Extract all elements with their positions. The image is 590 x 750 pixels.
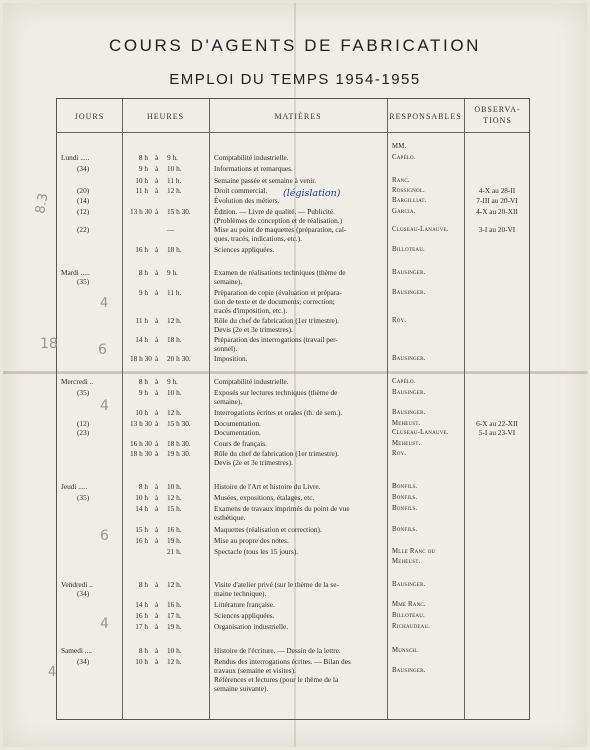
responsible-cell: Rossignol. (392, 187, 425, 194)
end-time-cell: 12 h. (167, 408, 182, 417)
pencil-mark: 6 (98, 342, 107, 358)
end-time-cell: 10 h. (167, 646, 182, 655)
responsible-cell: Cluseau-Lanauve. (392, 226, 449, 233)
end-time-cell: 12 h. (167, 316, 182, 325)
time-separator: à (155, 657, 159, 666)
start-time-cell: 8 h (138, 377, 148, 386)
start-time-cell: 18 h 30 (130, 449, 152, 458)
subject-cell: Maquettes (réalisation et correction). (214, 525, 322, 534)
end-time-cell: 9 h. (167, 268, 178, 277)
end-time-cell: 21 h. (167, 547, 182, 556)
subject-cell: Rôle du chef de fabrication (1er trimestre). (214, 316, 340, 325)
table-row (57, 428, 531, 439)
header-jours: JOURS (74, 112, 105, 121)
end-time-cell: 15 h 30. (167, 419, 191, 428)
responsible-cell: Bausinger. (392, 389, 426, 396)
end-time-cell: 11 h. (167, 176, 182, 185)
pencil-mark: 4 (100, 296, 109, 311)
time-separator: à (155, 493, 159, 502)
subject-cell: Mise au propre des notes. (214, 536, 289, 545)
end-time-cell: 9 h. (167, 153, 178, 162)
subject-cell: Spectacle (tous les 15 jours). (214, 547, 299, 556)
header-observations-1: OBSERVA- (474, 105, 521, 114)
time-separator: à (155, 482, 159, 491)
subject-cell: Littérature française. (214, 600, 275, 609)
observation-cell: 6-X au 22-XII (476, 419, 518, 428)
header-rule (57, 132, 529, 133)
start-time-cell: 16 h (135, 536, 148, 545)
day-cell: Mercredi .. (61, 377, 94, 386)
subject-cell: Documentation. (214, 419, 261, 428)
start-time-cell: 13 h 30 (130, 419, 152, 428)
subject-cell: Sciences appliquées. (214, 245, 275, 254)
start-time-cell: 14 h (135, 600, 148, 609)
subject-cell: Musées, expositions, étalages, etc. (214, 493, 315, 502)
header-heures: HEURES (146, 112, 185, 121)
subject-cell: semaine). (214, 397, 243, 406)
time-separator: à (155, 164, 159, 173)
start-time-cell: 8 h (138, 580, 148, 589)
start-time-cell: 14 h (135, 335, 148, 344)
end-time-cell: 16 h. (167, 525, 182, 534)
responsible-cell: Cluseau-Lanauve. (392, 429, 449, 436)
start-time-cell: 9 h (138, 288, 148, 297)
responsible-cell: Capélo. (392, 154, 416, 161)
observation-cell: 4-X au 20-XII (476, 207, 518, 216)
subject-cell: Visite d'atelier privé (sur le thème de la se- (214, 580, 339, 589)
time-separator: à (155, 316, 159, 325)
subject-cell: Devis (2e et 3e trimestres). (214, 458, 293, 467)
end-time-cell: 12 h. (167, 580, 182, 589)
time-separator: à (155, 419, 159, 428)
end-time-cell: 10 h. (167, 482, 182, 491)
table-row (57, 536, 531, 547)
table-row (57, 458, 531, 469)
subject-cell: travaux (semaine et visites). (214, 666, 296, 675)
time-separator: à (155, 646, 159, 655)
subject-cell: Interrogations écrites et orales (th. de sem.). (214, 408, 343, 417)
subject-cell: Histoire de l'écriture. — Dessin de la lettre. (214, 646, 341, 655)
table-row (57, 482, 531, 493)
day-cell: Mardi ..... (61, 268, 90, 277)
end-time-cell: 19 h 30. (167, 449, 191, 458)
count-cell: (14) (77, 196, 90, 205)
responsible-cell: Garcia. (392, 208, 416, 215)
count-cell: (34) (77, 164, 90, 173)
start-time-cell: 16 h (135, 245, 148, 254)
table-row (57, 684, 531, 695)
responsible-cell: Bausinger. (392, 581, 426, 588)
count-cell: (23) (77, 428, 90, 437)
end-time-cell: 12 h. (167, 657, 182, 666)
count-cell: (35) (77, 493, 90, 502)
subject-cell: Histoire de l'Art et histoire du Livre. (214, 482, 321, 491)
day-cell: Vendredi .. (61, 580, 93, 589)
time-separator: à (155, 268, 159, 277)
time-separator: à (155, 288, 159, 297)
table-row (57, 245, 531, 256)
responsible-cell: Bonfils. (392, 526, 418, 533)
start-time-cell: 15 h (135, 525, 148, 534)
start-time-cell: 16 h 30 (130, 439, 152, 448)
end-time-cell: 15 h 30. (167, 207, 191, 216)
responsible-cell: Munsch. (392, 647, 419, 654)
responsible-cell: Billoteau. (392, 612, 425, 619)
responsible-cell: Bausinger. (392, 289, 426, 296)
table-row (57, 408, 531, 419)
time-separator: à (155, 186, 159, 195)
day-cell: Samedi .... (61, 646, 93, 655)
table-row (57, 142, 531, 153)
time-separator: à (155, 408, 159, 417)
subject-cell: Évolution des métiers. (214, 196, 280, 205)
responsible-cell: Bonfils. (392, 483, 418, 490)
start-time-cell: 13 h 30 (130, 207, 152, 216)
subject-cell: semaine). (214, 277, 243, 286)
table-row (57, 611, 531, 622)
time-separator: à (155, 439, 159, 448)
document-title: COURS D'AGENTS DE FABRICATION (108, 36, 482, 55)
table-row (57, 622, 531, 633)
responsible-cell: Bausinger. (392, 269, 426, 276)
time-separator: à (155, 245, 159, 254)
responsible-cell: Mme Ranc. (392, 601, 426, 608)
pencil-mark: 18 (40, 336, 58, 352)
responsible-cell: Richaudeau. (392, 623, 431, 630)
end-time-cell: 18 h. (167, 335, 182, 344)
subject-cell: Mise au point de maquettes (préparation, cal- (214, 225, 347, 234)
start-time-cell: 11 h (135, 316, 148, 325)
subject-cell: ques, tracés, indications, etc.). (214, 234, 302, 243)
pencil-mark: 4 (100, 398, 109, 414)
end-time-cell: 10 h. (167, 388, 182, 397)
start-time-cell: 9 h (138, 164, 148, 173)
start-time-cell: 9 h (138, 388, 148, 397)
responsible-cell: Bausinger. (392, 355, 426, 362)
start-time-cell: 8 h (138, 482, 148, 491)
table-row (57, 234, 531, 245)
subject-cell: Documentation. (214, 428, 261, 437)
subject-cell: Cours de français. (214, 439, 267, 448)
start-time-cell: 10 h (135, 657, 148, 666)
table-row (57, 646, 531, 657)
pencil-mark: 4 (100, 616, 109, 632)
time-separator: à (155, 611, 159, 620)
table-row (57, 153, 531, 164)
subject-cell: Rendus des interrogations écrites. — Bilan des (214, 657, 351, 666)
header-matieres: MATIÈRES (274, 112, 322, 121)
subject-cell: Préparation des interrogations (travail per- (214, 335, 338, 344)
header-responsables: RESPONSABLES (389, 112, 462, 121)
start-time-cell: 11 h (135, 186, 148, 195)
end-time-cell: 12 h. (167, 186, 182, 195)
subject-cell: Sciences appliquées. (214, 611, 275, 620)
subject-cell: esthétique. (214, 513, 246, 522)
subject-cell: sonnel). (214, 344, 238, 353)
table-row (57, 589, 531, 600)
time-separator: à (155, 153, 159, 162)
observation-cell: 7-III au 20-VI (476, 196, 518, 205)
start-time-cell: 8 h (138, 268, 148, 277)
table-row (57, 600, 531, 611)
responsible-cell: Meheust. (392, 558, 421, 565)
time-separator: à (155, 525, 159, 534)
start-time-cell: 17 h (135, 622, 148, 631)
end-time-cell: 20 h 30. (167, 354, 191, 363)
observation-cell: 4-X au 28-II (478, 186, 516, 195)
pencil-mark: 8.3 (33, 192, 52, 215)
table-row (57, 354, 531, 365)
responsible-cell: Meheust. (392, 440, 421, 447)
count-cell: (34) (77, 589, 90, 598)
end-time-cell: 18 h 30. (167, 439, 191, 448)
count-cell: (34) (77, 657, 90, 666)
start-time-cell: 10 h (135, 493, 148, 502)
end-time-cell: 16 h. (167, 600, 182, 609)
subject-cell: Organisation industrielle. (214, 622, 289, 631)
time-separator: à (155, 622, 159, 631)
subject-cell: Édition. — Livre de qualité. — Publicité. (214, 207, 335, 216)
end-time-cell: 9 h. (167, 377, 178, 386)
time-separator: à (155, 600, 159, 609)
time-separator: à (155, 504, 159, 513)
subject-cell: tracés d'imposition, etc.). (214, 306, 288, 315)
subject-cell: Examen de réalisations techniques (thème de (214, 268, 346, 277)
observation-cell: 5-I au 23-VI (478, 428, 516, 437)
end-time-cell: 10 h. (167, 164, 182, 173)
time-separator: à (155, 388, 159, 397)
end-time-cell: 17 h. (167, 611, 182, 620)
time-separator: à (155, 354, 159, 363)
responsible-cell: Ranc. (392, 177, 410, 184)
table-row (57, 525, 531, 536)
handwritten-note: (législation) (283, 188, 341, 199)
responsible-cell: Bausinger. (392, 667, 426, 674)
subject-cell: Examens de travaux imprimés du point de vue (214, 504, 350, 513)
subject-cell: Devis (2e et 3e trimestres). (214, 325, 293, 334)
time-separator: à (155, 176, 159, 185)
responsible-cell: Bausinger. (392, 409, 426, 416)
table-row (57, 277, 531, 288)
day-cell: Jeudi ..... (61, 482, 88, 491)
subject-cell: Droit commercial. (214, 186, 268, 195)
time-separator: à (155, 207, 159, 216)
end-time-cell: — (167, 225, 175, 234)
end-time-cell: 11 h. (167, 288, 182, 297)
end-time-cell: 19 h. (167, 622, 182, 631)
count-cell: (35) (77, 277, 90, 286)
time-separator: à (155, 536, 159, 545)
time-separator: à (155, 335, 159, 344)
responsible-cell: Bonfils. (392, 505, 418, 512)
end-time-cell: 15 h. (167, 504, 182, 513)
table-row (57, 377, 531, 388)
pencil-mark: 4 (48, 665, 57, 680)
observation-cell: 3-I au 20-VI (478, 225, 516, 234)
subject-cell: tion de texte et de documents; correction; (214, 297, 335, 306)
pencil-mark: 6 (100, 528, 109, 544)
start-time-cell: 8 h (138, 153, 148, 162)
responsible-cell: Bonfils. (392, 494, 418, 501)
table-row (57, 557, 531, 568)
time-separator: à (155, 449, 159, 458)
count-cell: (12) (77, 207, 90, 216)
day-cell: Lundi ..... (61, 153, 90, 162)
start-time-cell: 10 h (135, 408, 148, 417)
time-separator: à (155, 377, 159, 386)
start-time-cell: 10 h (135, 176, 148, 185)
count-cell: (12) (77, 419, 90, 428)
subject-cell: Rôle du chef de fabrication (1er trimestre). (214, 449, 340, 458)
subject-cell: Références et lectures (pour le thème de la (214, 675, 339, 684)
responsible-cell: Mlle Ranc ou (392, 548, 436, 555)
responsible-cell: MM. (392, 143, 407, 150)
responsible-cell: Billoteau. (392, 246, 425, 253)
table-row (57, 513, 531, 524)
subject-cell: Exposés sur lectures techniques (thème de (214, 388, 338, 397)
subject-cell: Préparation de copie (évaluation et prépara- (214, 288, 342, 297)
subject-cell: Comptabilité industrielle. (214, 377, 289, 386)
subject-cell: maine technique). (214, 589, 267, 598)
table-row (57, 397, 531, 408)
responsible-cell: Bargilliat. (392, 197, 427, 204)
count-cell: (20) (77, 186, 90, 195)
document-subtitle: EMPLOI DU TEMPS 1954-1955 (169, 71, 421, 88)
count-cell: (22) (77, 225, 90, 234)
responsible-cell: Roy. (392, 317, 407, 324)
count-cell: (35) (77, 388, 90, 397)
subject-cell: Semaine passée et semaine à venir. (214, 176, 317, 185)
responsible-cell: Capélo. (392, 378, 416, 385)
start-time-cell: 8 h (138, 646, 148, 655)
subject-cell: (Problèmes de conception et de réalisation.) (214, 216, 343, 225)
start-time-cell: 16 h (135, 611, 148, 620)
subject-cell: Imposition. (214, 354, 248, 363)
responsible-cell: Meheust. (392, 420, 421, 427)
end-time-cell: 19 h. (167, 536, 182, 545)
responsible-cell: Roy. (392, 450, 407, 457)
header-observations-2: TIONS (483, 116, 512, 125)
start-time-cell: 18 h 30 (130, 354, 152, 363)
subject-cell: Informations et remarques. (214, 164, 293, 173)
end-time-cell: 18 h. (167, 245, 182, 254)
start-time-cell: 14 h (135, 504, 148, 513)
table-row (57, 164, 531, 175)
end-time-cell: 12 h. (167, 493, 182, 502)
subject-cell: semaine suivante). (214, 684, 269, 693)
subject-cell: Comptabilité industrielle. (214, 153, 289, 162)
time-separator: à (155, 580, 159, 589)
table-row (57, 493, 531, 504)
